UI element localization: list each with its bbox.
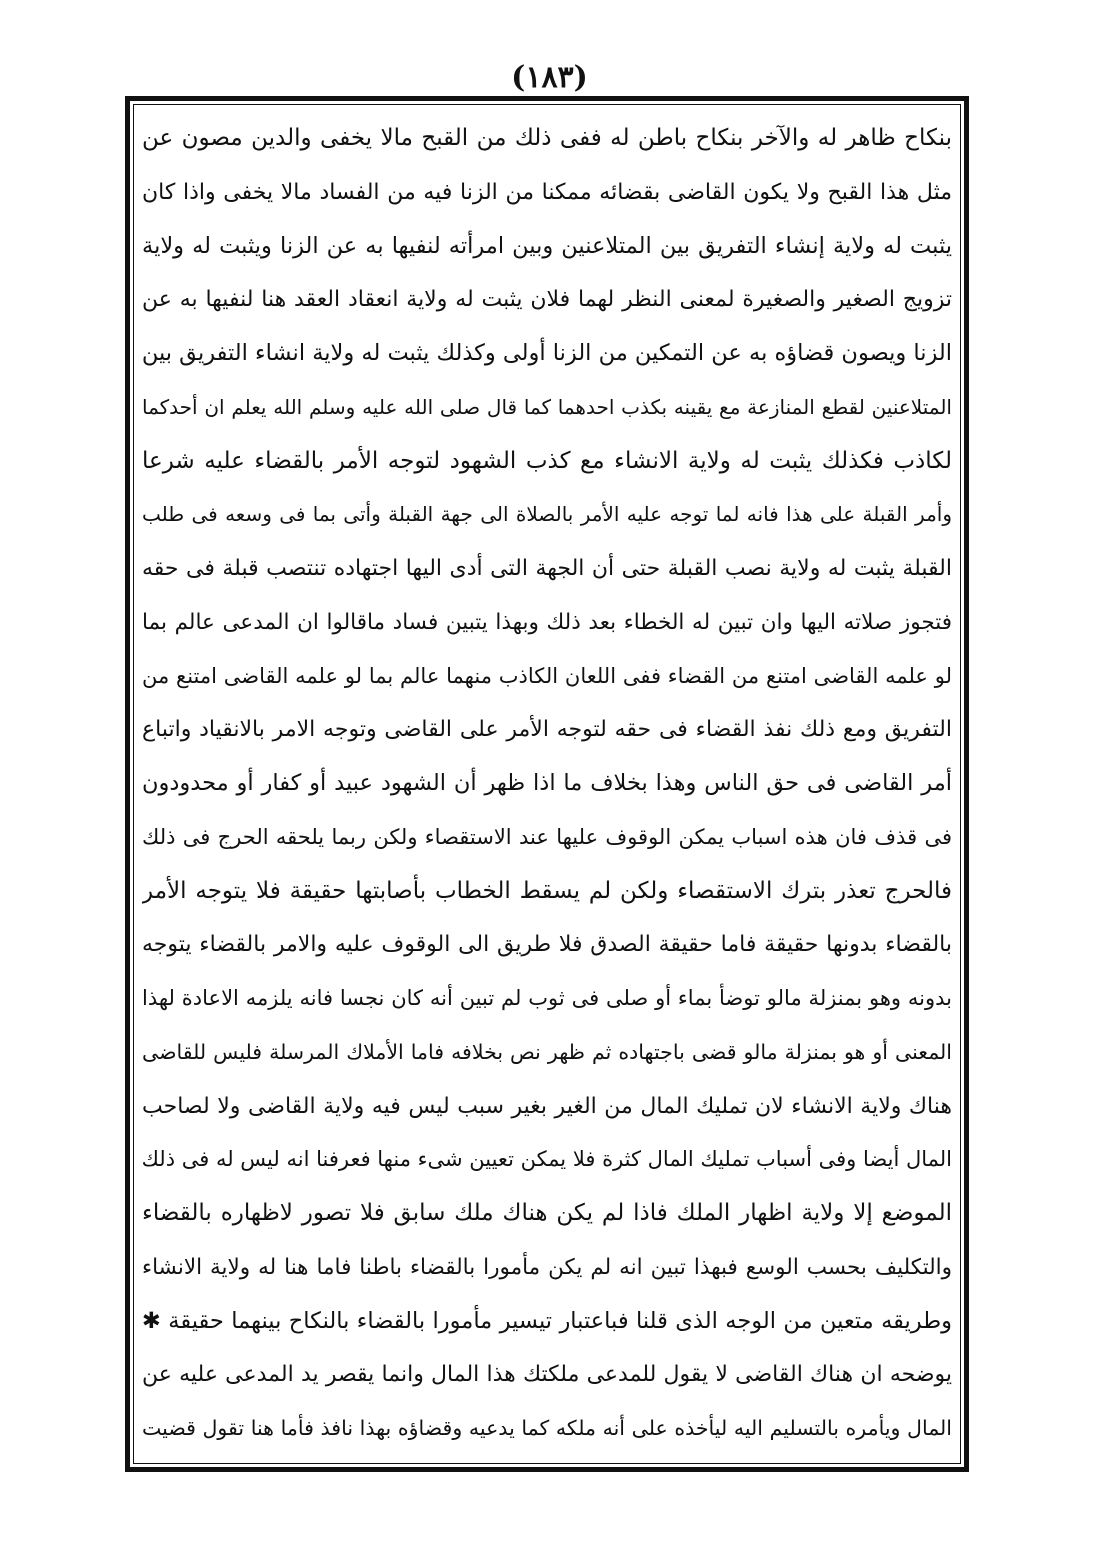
- text-line: فالحرج تعذر بترك الاستقصاء ولكن لم يسقط الخطاب بأصابتها حقيقة فلا يتوجه الأمر: [142, 877, 952, 904]
- text-line: والتكليف بحسب الوسع فبهذا تبين انه لم يكن مأمورا بالقضاء باطنا فاما هنا له ولاية الانشاء: [142, 1254, 952, 1280]
- body-text: [142, 112, 952, 1456]
- text-line: فتجوز صلاته اليها وان تبين له الخطاء بعد ذلك وبهذا يتبين فساد ماقالوا ان المدعى عالم بما: [142, 609, 952, 635]
- text-line: التفريق ومع ذلك نفذ القضاء فى حقه لتوجه الأمر على القاضى وتوجه الامر بالانقياد واتباع: [142, 717, 952, 743]
- text-line: لو علمه القاضى امتنع من القضاء ففى اللعان الكاذب منهما عالم بما لو علمه القاضى امتنع من: [142, 663, 952, 688]
- page-number: (١٨٣): [511, 60, 588, 95]
- text-line: الزنا ويصون قضاؤه به عن التمكين من الزنا أولى وكذلك يثبت له ولاية انشاء التفريق بين: [142, 340, 952, 366]
- text-line: المال ويأمره بالتسليم اليه ليأخذه على أنه ملكه كما يدعيه وقضاؤه بهذا نافذ فأما هنا تقول قضيت: [142, 1416, 952, 1440]
- text-line: وطريقه متعين من الوجه الذى قلنا فباعتبار تيسير مأمورا بالقضاء بالنكاح بينهما حقيقة ✱: [142, 1307, 952, 1334]
- text-line: بدونه وهو بمنزلة مالو توضأ بماء أو صلى فى ثوب لم تبين أنه كان نجسا فانه يلزمه الاعادة لهذا: [142, 986, 952, 1010]
- text-line: القبلة يثبت له ولاية نصب القبلة حتى أن الجهة التى أدى اليها اجتهاده تنتصب قبلة فى حقه: [142, 556, 952, 581]
- text-line: بنكاح ظاهر له والآخر بنكاح باطن له ففى ذلك من القبح مالا يخفى والدين مصون عن: [142, 125, 952, 151]
- text-line: المعنى أو هو بمنزلة مالو قضى باجتهاده ثم ظهر نص بخلافه فاما الأملاك المرسلة فليس للقاضى: [142, 1039, 952, 1064]
- text-line: بالقضاء بدونها حقيقة فاما حقيقة الصدق فلا طريق الى الوقوف عليه والامر بالقضاء يتوجه: [142, 932, 952, 958]
- text-line: يثبت له ولاية إنشاء التفريق بين المتلاعنين وبين امرأته لنفيها به عن الزنا ويثبت له ولاية: [142, 232, 952, 259]
- text-line: هناك ولاية الانشاء لان تمليك المال من الغير بغير سبب ليس فيه ولاية القاضى ولا لصاحب: [142, 1093, 952, 1119]
- text-line: أمر القاضى فى حق الناس وهذا بخلاف ما اذا ظهر أن الشهود عبيد أو كفار أو محدودون: [142, 770, 952, 796]
- text-line: يوضحه ان هناك القاضى لا يقول للمدعى ملكتك هذا المال وانما يقصر يد المدعى عليه عن: [142, 1362, 952, 1388]
- text-line: تزويج الصغير والصغيرة لمعنى النظر لهما فلان يثبت له ولاية انعقاد العقد هنا لنفيها به عن: [142, 287, 952, 313]
- text-line: مثل هذا القبح ولا يكون القاضى بقضائه ممكنا من الزنا فيه من الفساد مالا يخفى واذا كان: [142, 179, 952, 205]
- text-line: لكاذب فكذلك يثبت له ولاية الانشاء مع كذب الشهود لتوجه الأمر بالقضاء عليه شرعا: [142, 447, 952, 474]
- text-line: الموضع إلا ولاية اظهار الملك فاذا لم يكن هناك ملك سابق فلا تصور لاظهاره بالقضاء: [142, 1200, 952, 1226]
- text-line: المتلاعنين لقطع المنازعة مع يقينه بكذب احدهما كما قال صلى الله عليه وسلم الله يعلم ان أحدكما: [142, 394, 952, 419]
- text-line: فى قذف فان هذه اسباب يمكن الوقوف عليها عند الاستقصاء ولكن ربما يلحقه الحرج فى ذلك: [142, 824, 952, 849]
- text-line: وأمر القبلة على هذا فانه لما توجه عليه الأمر بالصلاة الى جهة القبلة وأتى بما فى وسعه فى طلب: [142, 502, 952, 527]
- text-line: المال أيضا وفى أسباب تمليك المال كثرة فلا يمكن تعيين شىء منها فعرفنا انه ليس له فى ذلك: [142, 1147, 952, 1172]
